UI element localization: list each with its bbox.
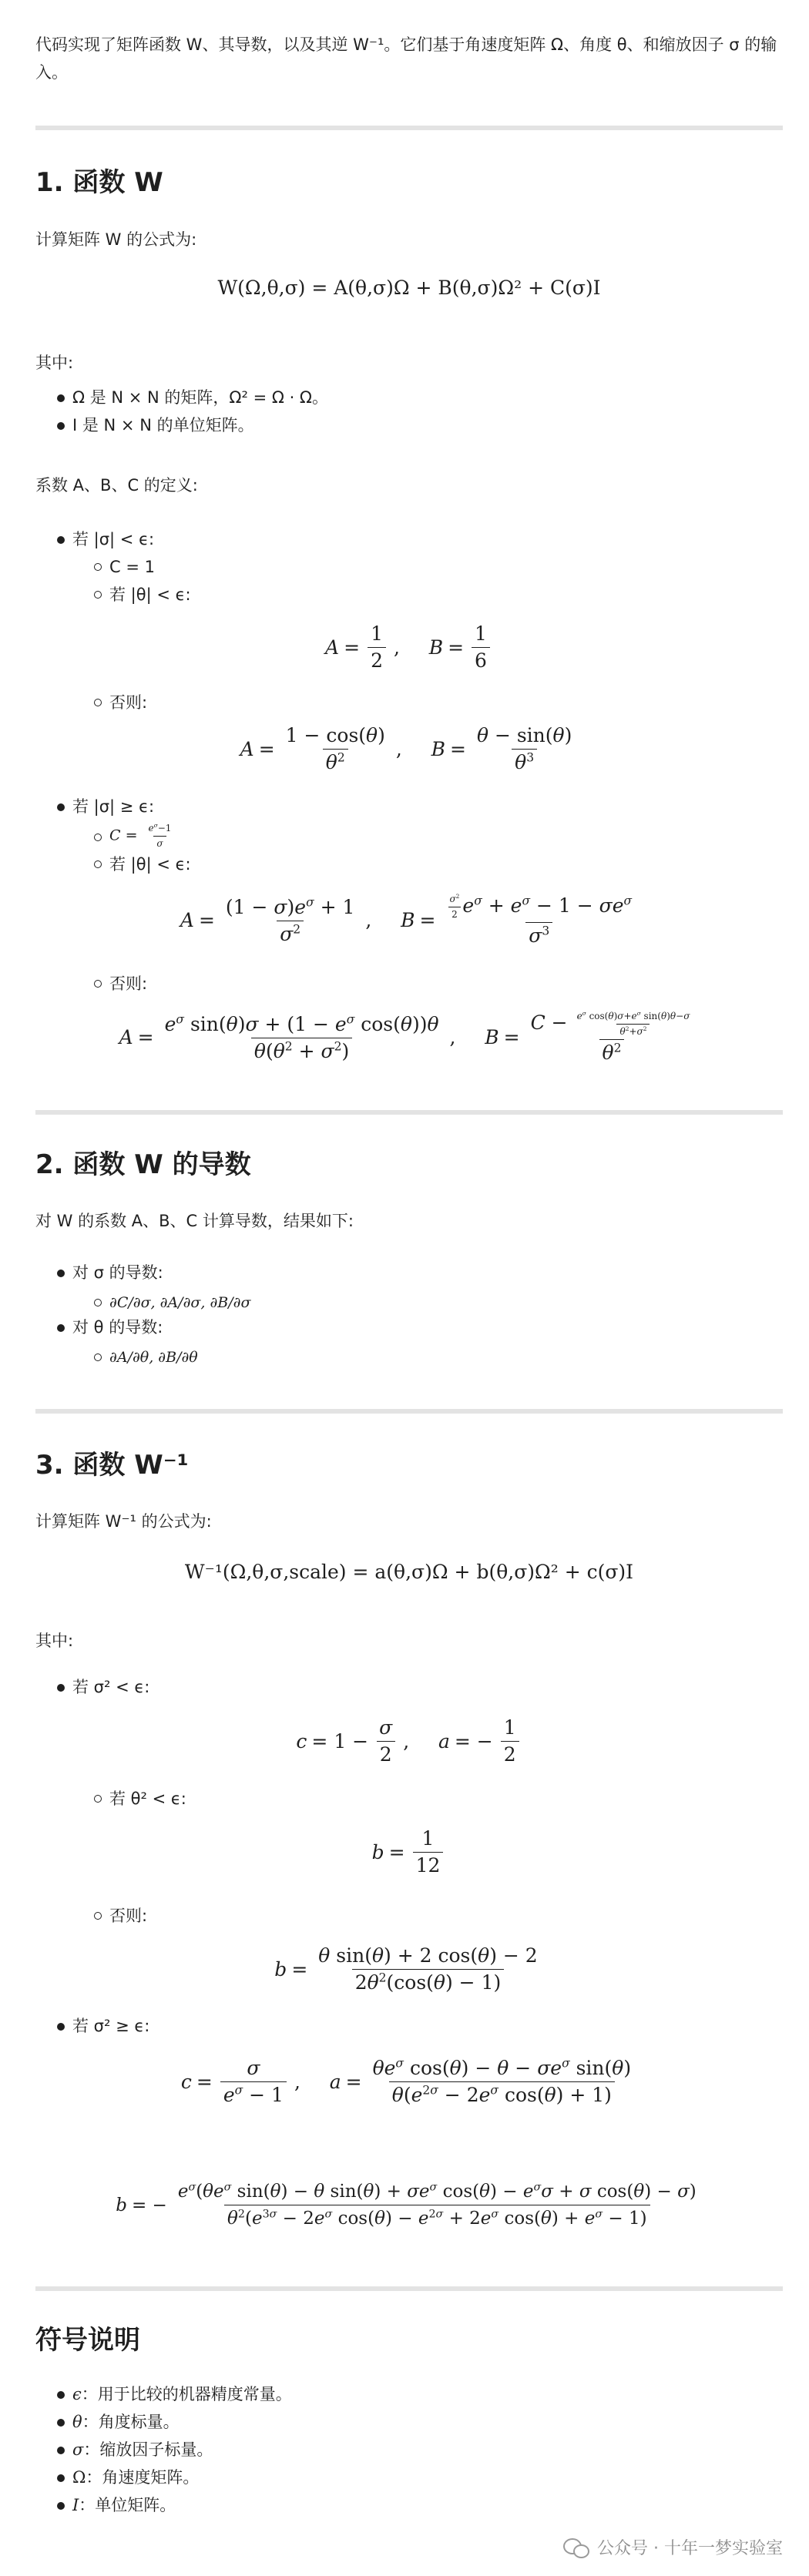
intro-text: 代码实现了矩阵函数 W、其导数，以及其逆 W⁻¹。它们基于角速度矩阵 Ω、角度 θ、和缩放因子 σ 的输入。 xyxy=(35,35,777,82)
section-2-intro: 对 W 的系数 A、B、C 计算导数，结果如下: xyxy=(35,1212,354,1230)
symbol-omega: Ω xyxy=(72,2468,86,2487)
bullet-dot xyxy=(57,2447,65,2454)
intro-paragraph xyxy=(35,31,783,86)
theta-derivatives-list: ∂A/∂θ, ∂B/∂θ xyxy=(109,1349,198,1366)
section-3-heading: 3. 函数 W⁻¹ xyxy=(35,1450,189,1481)
watermark xyxy=(563,2535,783,2559)
formula-ca-case2: c = $\frac{\sigma}{e^\sigma - 1}$ , a = $\frac{\theta e^\sigma \cos(\theta) - \theta - \sigma e^\sigma \sin(\theta)}{\theta(e^{2\sigma} - 2e^\sigma \cos(\theta) + 1)}$ xyxy=(180,2056,632,2106)
wechat-icon xyxy=(563,2537,589,2558)
bullet-dot xyxy=(57,2419,65,2427)
bullet-circle xyxy=(94,1299,102,1306)
bullet-identity: I 是 N × N 的单位矩阵。 xyxy=(72,416,254,434)
c-equals-exp: C = $\frac{e^\sigma-1}{\sigma}$ xyxy=(109,822,172,849)
symbol-item xyxy=(72,2465,199,2490)
formula-W-text: W(Ω,θ,σ) = A(θ,σ)Ω + B(θ,σ)Ω² + C(σ)I xyxy=(217,277,601,299)
sub-theta-small: 若 |θ| < ϵ: xyxy=(109,585,191,604)
case-sigma-small: 若 |σ| < ϵ: xyxy=(72,530,155,548)
bullet-dot xyxy=(57,536,65,544)
formula-b-case2: b = $\frac{\text{θ sin(θ) + 2 cos(θ) − 2}}{2\theta^2(\cos(\theta) - 1)}$ xyxy=(274,1944,538,1994)
formula-ca-case1: c = 1 − $\frac{\sigma}{2}$ , a = − $\frac{1}{2}$ xyxy=(35,1716,783,1766)
formula-W-inverse-text: W⁻¹(Ω,θ,σ,scale) = a(θ,σ)Ω + b(θ,σ)Ω² + c(σ)I xyxy=(184,1561,634,1583)
divider xyxy=(35,2286,783,2291)
sigma-derivatives-list: ∂C/∂σ, ∂A/∂σ, ∂B/∂σ xyxy=(109,1294,251,1311)
bullet-circle xyxy=(94,591,102,599)
symbol-desc: ：角速度矩阵。 xyxy=(86,2468,200,2487)
section-2-heading: 2. 函数 W 的导数 xyxy=(35,1149,251,1180)
formula-W xyxy=(35,273,783,303)
otherwise-3: 否则: xyxy=(109,1907,148,1925)
symbol-item xyxy=(72,2493,176,2517)
bullet-circle xyxy=(94,1353,102,1361)
coeff-intro: 系数 A、B、C 的定义: xyxy=(35,476,198,495)
c-equals-one: C = 1 xyxy=(109,558,155,576)
symbol-item xyxy=(72,2410,180,2434)
bullet-dot xyxy=(57,803,65,811)
where-label-2: 其中: xyxy=(35,1632,74,1650)
bullet-dot xyxy=(57,2502,65,2510)
formula-AB-case2: A = $\frac{1 - \cos(\theta)}{\theta^2}$ , B = $\frac{\theta - \sin(\theta)}{\theta^3}$ xyxy=(240,724,572,773)
symbol-item xyxy=(72,2437,213,2462)
sigma-derivatives-label: 对 σ 的导数: xyxy=(72,1263,163,1282)
otherwise-2: 否则: xyxy=(109,974,148,993)
formula-W-inverse xyxy=(35,1558,783,1587)
case-sigma-large: 若 |σ| ≥ ϵ: xyxy=(72,797,155,816)
symbol-sigma: σ xyxy=(72,2440,84,2459)
bullet-circle xyxy=(94,1795,102,1803)
bullet-circle xyxy=(94,563,102,571)
watermark-text: 公众号 · 十年一梦实验室 xyxy=(597,2539,783,2558)
bullet-dot xyxy=(57,1270,65,1277)
divider xyxy=(35,126,783,130)
symbols-heading: 符号说明 xyxy=(35,2325,140,2356)
bullet-dot xyxy=(57,422,65,430)
symbol-item xyxy=(72,2382,292,2407)
bullet-circle xyxy=(94,980,102,988)
section-1-formula-intro: 计算矩阵 W 的公式为: xyxy=(35,230,197,249)
divider xyxy=(35,1409,783,1414)
sub-theta-small-2: 若 |θ| < ϵ: xyxy=(109,855,191,874)
otherwise-1: 否则: xyxy=(109,693,148,712)
formula-b-case3: b = − $\frac{e^\sigma(\theta e^\sigma \sin(\theta) - \theta \sin(\theta) + \sigma e^\sigma \cos(\theta) - e^\sigma\sigma + \sigma \cos(\theta) - \sigma)}{\theta^2(e^{3\sigma} - 2e^\sigma \cos(\theta) - e^{2\sigma} + 2e^\sigma \cos(\theta) + e^\sigma - 1)}$ xyxy=(116,2181,697,2229)
symbol-identity: I xyxy=(72,2496,79,2514)
bullet-dot xyxy=(57,1324,65,1332)
bullet-dot xyxy=(57,1684,65,1692)
bullet-circle xyxy=(94,1912,102,1920)
formula-AB-case1: A = $\frac{1}{2}$ , B = $\frac{1}{6}$ xyxy=(35,622,783,673)
bullet-dot xyxy=(57,2023,65,2031)
sub-theta-sq-small: 若 θ² < ϵ: xyxy=(109,1789,186,1808)
symbol-desc: ：单位矩阵。 xyxy=(79,2496,176,2514)
bullet-dot xyxy=(57,2474,65,2482)
formula-AB-case3: A = $\frac{(1 - \sigma)e^\sigma + 1}{\sigma^2}$ , B = $\frac{\sigma^2}{2}$ $e^\sigma + e^\sigma - 1 - \sigma e^\sigma$ $\sigma^3$ xyxy=(180,893,633,947)
section-3-formula-intro: 计算矩阵 W⁻¹ 的公式为: xyxy=(35,1512,212,1531)
bullet-circle xyxy=(94,834,102,841)
formula-AB-case4: A = $\frac{e^\sigma \sin(\theta)\sigma + (1 - e^\sigma \cos(\theta))\theta}{\theta(\theta^2 + \sigma^2)}$ , B = C − $\frac{e^\sigma \cos(\theta)\sigma+e^\sigma \sin(\theta)\theta-\sigma}{\theta^2+\sigma^2}$ $\theta^2$ xyxy=(119,1010,690,1064)
bullet-dot xyxy=(57,2391,65,2399)
case-sigma-sq-large: 若 σ² ≥ ϵ: xyxy=(72,2017,150,2035)
section-1-heading: 1. 函数 W xyxy=(35,167,163,198)
symbol-desc: ：角度标量。 xyxy=(82,2413,180,2431)
bullet-dot xyxy=(57,394,65,402)
bullet-circle xyxy=(94,699,102,706)
divider xyxy=(35,1110,783,1115)
theta-derivatives-label: 对 θ 的导数: xyxy=(72,1318,163,1337)
case-sigma-sq-small: 若 σ² < ϵ: xyxy=(72,1678,150,1696)
symbol-desc: ：缩放因子标量。 xyxy=(83,2440,213,2459)
symbol-desc: ：用于比较的机器精度常量。 xyxy=(81,2385,292,2403)
bullet-omega: Ω 是 N × N 的矩阵，Ω² = Ω · Ω。 xyxy=(72,388,328,407)
where-label-1: 其中: xyxy=(35,354,74,372)
symbol-epsilon: ϵ xyxy=(72,2385,82,2403)
bullet-circle xyxy=(94,860,102,868)
symbol-theta: θ xyxy=(72,2413,82,2431)
formula-b-case1: b = $\frac{1}{12}$ xyxy=(35,1827,783,1877)
